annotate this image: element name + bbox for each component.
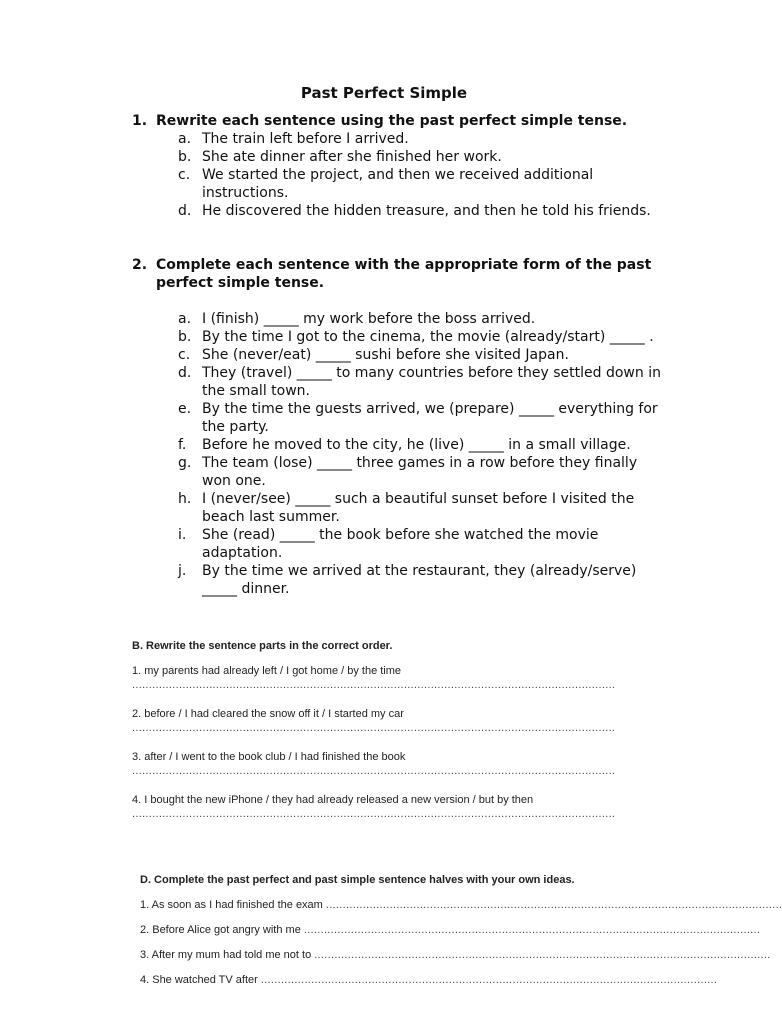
list-item [178,130,662,148]
item-text: I (never/see) _____ such a beautiful sunset before I visited the beach last summer. [202,491,635,525]
exercise-b-prompt: 1. my parents had already left / I got home / by the time [132,665,402,677]
item-letter: d. [178,203,192,219]
list-item [178,436,662,454]
item-text: He discovered the hidden treasure, and then he told his friends. [202,203,651,219]
item-letter: b. [178,149,192,165]
list-item [178,328,662,346]
section-2-heading [132,256,662,292]
section-1-heading [132,112,662,130]
item-text: By the time the guests arrived, we (prepare) _____ everything for the party. [202,401,658,435]
item-letter: h. [178,491,192,507]
answer-line[interactable]: ........................................................................................................................................ [260,974,718,986]
list-item [178,490,662,526]
answer-line[interactable]: ................................................................................................................................................ [132,765,616,777]
exercise-b-prompt: 4. I bought the new iPhone / they had already released a new version / but by then [132,794,534,806]
answer-line[interactable]: ........................................................................................................................................ [303,924,761,936]
exercise-d-prompt: 2. Before Alice got angry with me [140,924,301,936]
item-text: She (never/eat) _____ sushi before she visited Japan. [202,347,569,363]
exercise-d-heading: D. Complete the past perfect and past simple sentence halves with your own ideas. [140,874,575,886]
section-2 [132,256,662,598]
item-letter: f. [178,437,187,453]
exercise-d-row [140,924,761,949]
item-letter: a. [178,311,192,327]
item-letter: c. [178,167,191,183]
item-letter: d. [178,365,192,381]
list-item [178,346,662,364]
section-1-number: 1. [132,113,148,129]
item-text: She ate dinner after she finished her work. [202,149,502,165]
section-2-list [132,310,662,598]
list-item [178,454,662,490]
exercise-d-row [140,949,771,974]
list-item [178,400,662,436]
item-letter: i. [178,527,187,543]
item-text: She (read) _____ the book before she watched the movie adaptation. [202,527,599,561]
answer-line[interactable]: ........................................................................................................................................ [314,949,771,961]
section-1-list [132,130,662,220]
item-letter: c. [178,347,191,363]
item-text: The team (lose) _____ three games in a row before they finally won one. [202,455,638,489]
exercise-d-prompt: 4. She watched TV after [140,974,258,986]
exercise-b-heading: B. Rewrite the sentence parts in the correct order. [132,640,393,652]
item-text: By the time I got to the cinema, the movie (already/start) _____ . [202,329,654,345]
answer-line[interactable]: ................................................................................................................................................ [132,808,616,820]
exercise-b-prompt: 2. before / I had cleared the snow off it / I started my car [132,708,404,720]
list-item [178,562,662,598]
item-text: We started the project, and then we received additional instructions. [202,167,594,201]
list-item [178,526,662,562]
item-text: The train left before I arrived. [202,131,409,147]
answer-line[interactable]: ........................................................................................................................................ [325,899,782,911]
section-2-number: 2. [132,257,148,273]
list-item [178,310,662,328]
section-1-instruction: Rewrite each sentence using the past perfect simple tense. [156,113,628,129]
item-letter: a. [178,131,192,147]
answer-line[interactable]: ................................................................................................................................................ [132,679,616,691]
item-letter: e. [178,401,192,417]
item-text: By the time we arrived at the restaurant, they (already/serve) _____ dinner. [202,563,637,597]
section-1 [132,112,662,220]
list-item [178,364,662,400]
item-text: They (travel) _____ to many countries before they settled down in the small town. [202,365,661,399]
exercise-d [140,874,782,999]
exercise-b-prompt: 3. after / I went to the book club / I had finished the book [132,751,406,763]
item-letter: j. [178,563,187,579]
page-title: Past Perfect Simple [300,84,468,102]
exercise-d-prompt: 1. As soon as I had finished the exam [140,899,323,911]
list-item [178,166,662,202]
list-item [178,202,662,220]
item-text: Before he moved to the city, he (live) _____ in a small village. [202,437,631,453]
exercise-d-row [140,974,718,999]
exercise-b [132,640,662,837]
list-item [178,148,662,166]
item-letter: g. [178,455,192,471]
section-2-instruction: Complete each sentence with the appropriate form of the past perfect simple tense. [156,257,652,291]
item-text: I (finish) _____ my work before the boss arrived. [202,311,536,327]
answer-line[interactable]: ................................................................................................................................................ [132,722,616,734]
exercise-d-row [140,899,782,924]
exercise-d-prompt: 3. After my mum had told me not to [140,949,312,961]
item-letter: b. [178,329,192,345]
